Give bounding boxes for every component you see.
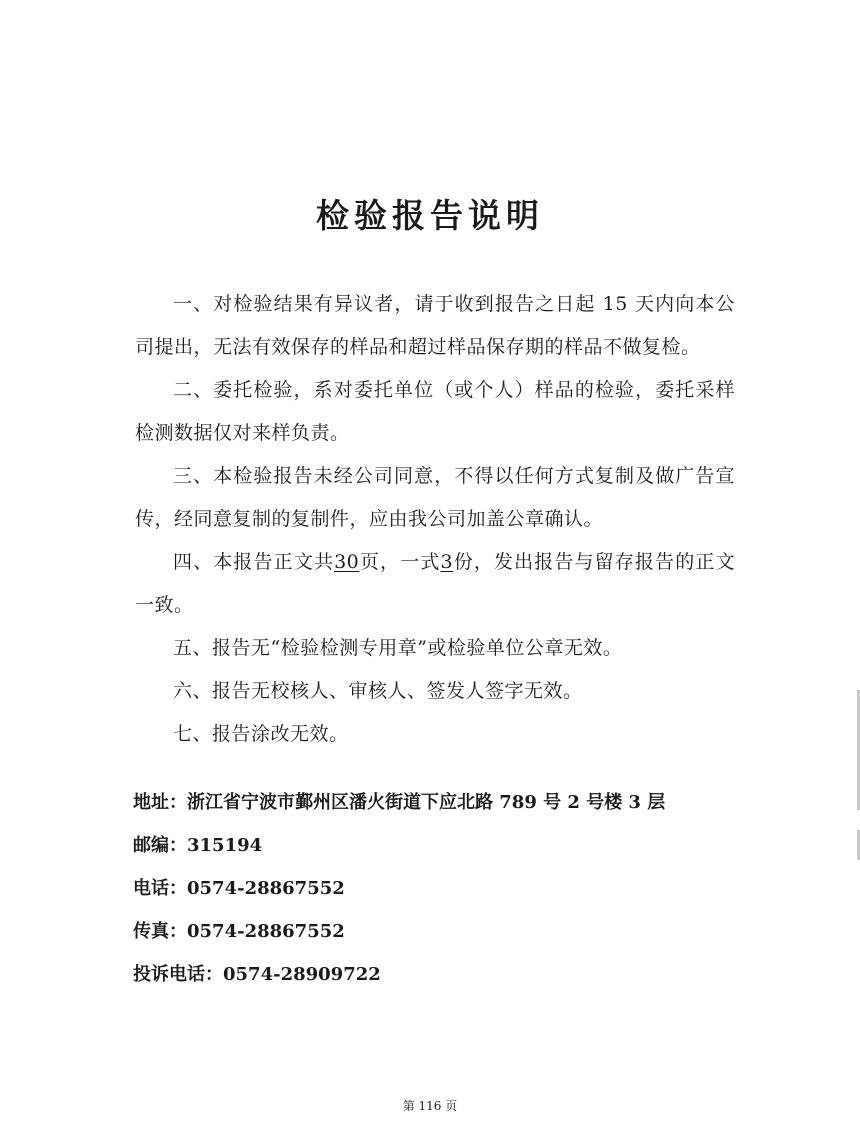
- note-1: 一、对检验结果有异议者，请于收到报告之日起 15 天内向本公司提出，无法有效保存的样品和超过样品保存期的样品不做复检。: [135, 293, 735, 358]
- note-6: 六、报告无校核人、审核人、签发人签字无效。: [173, 680, 583, 702]
- complaint-label: 投诉电话：: [133, 964, 223, 985]
- fax-value: 0574-28867552: [187, 921, 345, 942]
- note-4: [135, 541, 735, 627]
- note-4-text-1: 四、本报告正文共: [173, 551, 335, 573]
- address-label: 地址：: [133, 792, 187, 813]
- page-number: 第 116 页: [402, 1099, 458, 1113]
- postcode-line: [133, 824, 753, 867]
- postcode-value: 315194: [187, 835, 263, 856]
- page-title: 检验报告说明: [316, 196, 544, 235]
- copy-count: 3: [440, 551, 454, 573]
- note-3: 三、本检验报告未经公司同意，不得以任何方式复制及做广告宣传，经同意复制的复制件，应由我公司加盖公章确认。: [135, 465, 735, 530]
- phone-line: [133, 867, 753, 910]
- note-4-text-3: 份，发出报告与留存报告的正文一致。: [135, 551, 735, 616]
- note-7: 七、报告涂改无效。: [173, 723, 349, 745]
- complaint-value: 0574-28909722: [223, 964, 381, 985]
- page-count: 30: [334, 551, 360, 573]
- fax-label: 传真：: [133, 921, 187, 942]
- address-value: 浙江省宁波市鄞州区潘火街道下应北路 789 号 2 号楼 3 层: [187, 792, 666, 813]
- note-4-text-2: 页，一式: [359, 551, 441, 573]
- phone-value: 0574-28867552: [187, 878, 345, 899]
- contact-info: [133, 781, 753, 996]
- phone-label: 电话：: [133, 878, 187, 899]
- address-line: [133, 781, 753, 824]
- postcode-label: 邮编：: [133, 835, 187, 856]
- complaint-line: [133, 953, 753, 996]
- note-2: 二、委托检验，系对委托单位（或个人）样品的检验，委托采样检测数据仅对来样负责。: [135, 379, 735, 444]
- note-5: 五、报告无“检验检测专用章”或检验单位公章无效。: [173, 637, 623, 659]
- fax-line: [133, 910, 753, 953]
- notes-section: [135, 283, 735, 756]
